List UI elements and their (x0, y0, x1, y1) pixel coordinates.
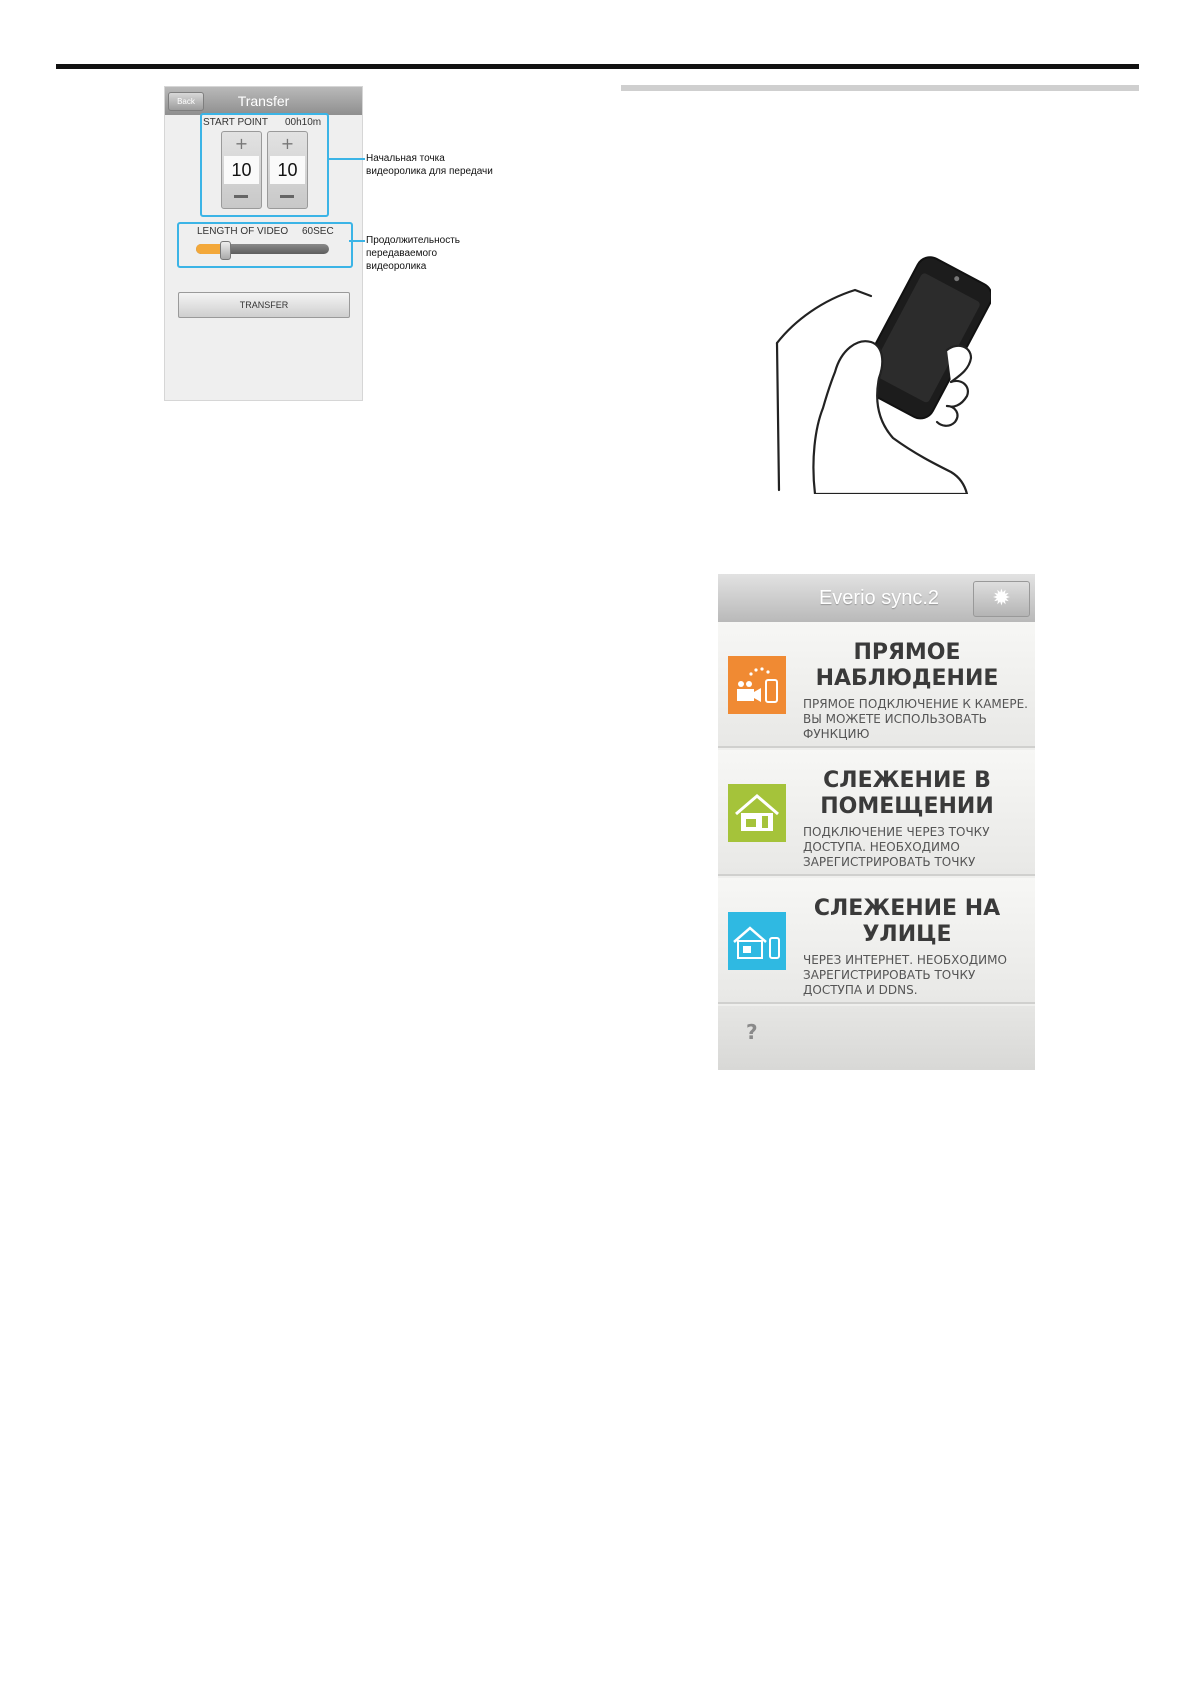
mode-title: СЛЕЖЕНИЕ НА УЛИЦЕ (813, 896, 1001, 947)
mode-description: ЧЕРЕЗ ИНТЕРНЕТ. НЕОБХОДИМО ЗАРЕГИСТРИРОВАТЬ ТОЧКУ ДОСТУПА И DDNS. (803, 953, 1007, 997)
everio-header (718, 574, 1035, 622)
plus-icon[interactable]: + (280, 134, 295, 153)
length-slider-track[interactable] (196, 244, 329, 254)
mode-description: ПОДКЛЮЧЕНИЕ ЧЕРЕЗ ТОЧКУ ДОСТУПА. НЕОБХОДИМО ЗАРЕГИСТРИРОВАТЬ ТОЧКУ (803, 825, 990, 869)
everio-footer (718, 1006, 1035, 1070)
gear-icon: ✹ (992, 586, 1011, 611)
help-button[interactable]: ? (746, 1020, 758, 1044)
app-title: Everio sync.2 (818, 587, 940, 609)
mode-title: ПРЯМОЕ НАБЛЮДЕНИЕ (815, 640, 999, 691)
mode-outdoor-monitoring[interactable] (718, 878, 1035, 1004)
transfer-button[interactable]: TRANSFER (178, 292, 350, 318)
start-point-highlight (200, 113, 329, 217)
start-point-label: START POINT (203, 117, 269, 128)
callout-start-point: Начальная точка видеоролика для передачи (366, 153, 493, 177)
page-top-rule (56, 64, 1139, 69)
back-button[interactable]: Back (168, 92, 204, 111)
minutes-spinner[interactable] (267, 131, 308, 209)
transfer-screen (164, 86, 363, 401)
minutes-value: 10 (270, 156, 305, 184)
plus-icon[interactable]: + (234, 134, 249, 153)
callout-line-start (327, 158, 365, 160)
everio-sync-screen (718, 574, 1035, 1070)
mode-direct-monitoring[interactable] (718, 622, 1035, 748)
mode-description: ПРЯМОЕ ПОДКЛЮЧЕНИЕ К КАМЕРЕ. ВЫ МОЖЕТЕ ИСПОЛЬЗОВАТЬ ФУНКЦИЮ (803, 697, 1028, 741)
mode-indoor-monitoring[interactable] (718, 750, 1035, 876)
minus-icon[interactable] (234, 195, 248, 198)
length-slider-handle[interactable] (220, 241, 231, 260)
mode-title: СЛЕЖЕНИЕ В ПОМЕЩЕНИИ (820, 768, 994, 819)
hours-value: 10 (224, 156, 259, 184)
minus-icon[interactable] (280, 195, 294, 198)
section-divider (621, 85, 1139, 91)
hand-holding-phone-illustration (775, 250, 991, 494)
camera-to-phone-icon (728, 656, 786, 714)
callout-line-length (349, 240, 365, 242)
callout-length: Продолжительность передаваемого видеоролика (366, 235, 460, 272)
length-label: LENGTH OF VIDEO (197, 226, 289, 237)
house-icon (728, 784, 786, 842)
house-outdoor-icon (728, 912, 786, 970)
transfer-header (165, 87, 362, 115)
settings-button[interactable] (973, 581, 1030, 617)
length-slider-fill (196, 244, 223, 254)
length-value: 60SEC (302, 226, 334, 237)
start-point-value: 00h10m (285, 117, 322, 128)
hours-spinner[interactable] (221, 131, 262, 209)
transfer-title: Transfer (237, 93, 290, 109)
